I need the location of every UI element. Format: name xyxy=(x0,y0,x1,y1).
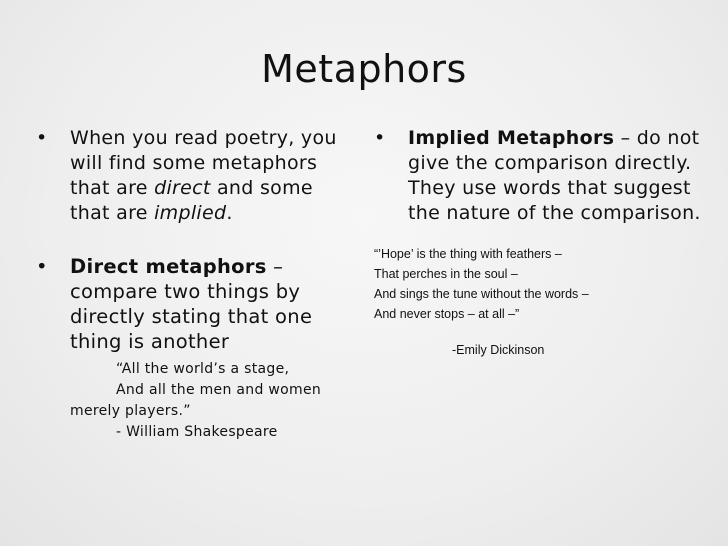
left-column xyxy=(36,126,354,443)
quote-author: - William Shakespeare xyxy=(116,424,278,440)
intro-implied-emphasis: implied xyxy=(154,202,227,224)
bullet-dot-icon: • xyxy=(36,127,48,149)
slide-title: Metaphors xyxy=(261,47,467,91)
right-column xyxy=(374,126,704,360)
intro-direct-emphasis: direct xyxy=(154,177,211,199)
dickinson-poem xyxy=(374,244,704,324)
shakespeare-quote xyxy=(36,359,354,443)
poem-line-3: And sings the tune without the words – xyxy=(374,287,589,301)
direct-metaphors-term: Direct metaphors xyxy=(70,255,267,278)
intro-text-1: When you read poetry, you will find some metaphors that are xyxy=(70,127,337,199)
bullet-direct-metaphors xyxy=(36,254,354,354)
direct-metaphors-definition: – compare two things by directly stating that one thing is another xyxy=(70,255,313,353)
poem-author: -Emily Dickinson xyxy=(452,343,545,357)
implied-metaphors-definition: – do not give the comparison directly. They use words that suggest the nature of the comparison. xyxy=(408,127,701,224)
bullet-poetry-intro xyxy=(36,126,354,226)
poem-line-2: That perches in the soul – xyxy=(374,267,518,281)
poem-line-4: And never stops – at all –” xyxy=(374,307,520,321)
quote-line-3: merely players.” xyxy=(70,403,191,419)
bullet-dot-icon: • xyxy=(36,255,48,278)
intro-text-2: and some that are xyxy=(70,177,313,224)
bullet-implied-metaphors xyxy=(374,126,704,226)
implied-metaphors-term: Implied Metaphors xyxy=(408,127,615,149)
intro-text-3: . xyxy=(226,202,233,224)
quote-line-1: “All the world’s a stage, xyxy=(116,361,290,377)
quote-line-2: And all the men and women xyxy=(116,382,322,398)
poem-line-1: “’Hope’ is the thing with feathers – xyxy=(374,247,562,261)
bullet-dot-icon: • xyxy=(374,127,386,149)
